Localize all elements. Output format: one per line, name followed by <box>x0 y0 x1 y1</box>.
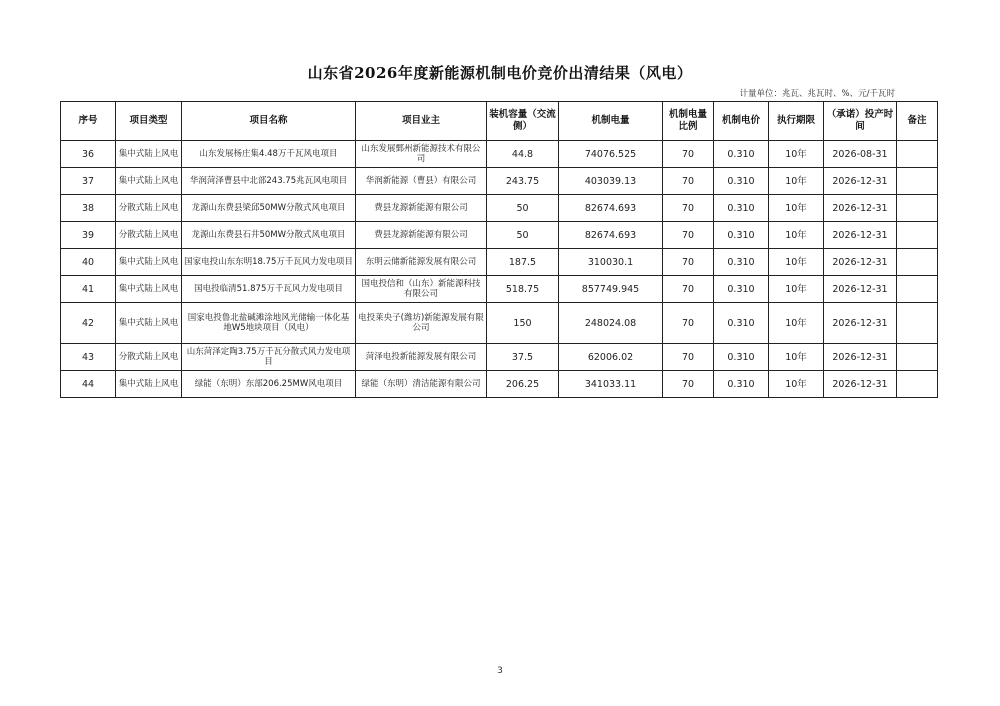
cell-seq: 44 <box>61 371 116 398</box>
cell-owner: 东明云储新能源发展有限公司 <box>356 249 487 276</box>
cell-ratio: 70 <box>663 276 714 303</box>
cell-period: 10年 <box>769 141 824 168</box>
cell-period: 10年 <box>769 303 824 344</box>
cell-remark <box>897 249 938 276</box>
cell-seq: 42 <box>61 303 116 344</box>
cell-type: 集中式陆上风电 <box>116 168 182 195</box>
cell-price: 0.310 <box>714 222 769 249</box>
unit-note: 计量单位：兆瓦、兆瓦时、%、元/千瓦时 <box>739 89 895 99</box>
cell-name: 山东菏泽定陶3.75万千瓦分散式风力发电项目 <box>182 344 356 371</box>
cell-remark <box>897 303 938 344</box>
cell-ratio: 70 <box>663 344 714 371</box>
cell-remark <box>897 222 938 249</box>
cell-period: 10年 <box>769 195 824 222</box>
cell-type: 分散式陆上风电 <box>116 195 182 222</box>
cell-period: 10年 <box>769 371 824 398</box>
header-ratio: 机制电量比例 <box>663 102 714 141</box>
cell-owner: 费县龙源新能源有限公司 <box>356 222 487 249</box>
cell-name: 龙源山东费县梁邱50MW分散式风电项目 <box>182 195 356 222</box>
header-period: 执行期限 <box>769 102 824 141</box>
cell-commission: 2026-12-31 <box>824 249 897 276</box>
cell-energy: 82674.693 <box>559 195 663 222</box>
cell-type: 集中式陆上风电 <box>116 276 182 303</box>
header-energy: 机制电量 <box>559 102 663 141</box>
cell-remark <box>897 195 938 222</box>
header-row <box>61 102 938 141</box>
cell-seq: 37 <box>61 168 116 195</box>
header-capacity: 装机容量（交流侧） <box>487 102 559 141</box>
cell-owner: 山东发展鄄州新能源技术有限公司 <box>356 141 487 168</box>
cell-name: 绿能（东明）东部206.25MW风电项目 <box>182 371 356 398</box>
cell-energy: 62006.02 <box>559 344 663 371</box>
cell-seq: 40 <box>61 249 116 276</box>
cell-seq: 43 <box>61 344 116 371</box>
cell-type: 分散式陆上风电 <box>116 344 182 371</box>
cell-owner: 菏泽电投新能源发展有限公司 <box>356 344 487 371</box>
cell-ratio: 70 <box>663 195 714 222</box>
cell-seq: 36 <box>61 141 116 168</box>
cell-ratio: 70 <box>663 303 714 344</box>
header-type: 项目类型 <box>116 102 182 141</box>
header-remark: 备注 <box>897 102 938 141</box>
cell-type: 集中式陆上风电 <box>116 141 182 168</box>
cell-period: 10年 <box>769 168 824 195</box>
cell-ratio: 70 <box>663 249 714 276</box>
cell-type: 分散式陆上风电 <box>116 222 182 249</box>
cell-name: 华润菏泽曹县中北部243.75兆瓦风电项目 <box>182 168 356 195</box>
table-row <box>61 222 938 249</box>
table-row <box>61 249 938 276</box>
cell-seq: 41 <box>61 276 116 303</box>
header-name: 项目名称 <box>182 102 356 141</box>
cell-owner: 电投莱央子(潍坊)新能源发展有限公司 <box>356 303 487 344</box>
cell-commission: 2026-12-31 <box>824 168 897 195</box>
table-row <box>61 303 938 344</box>
cell-commission: 2026-12-31 <box>824 276 897 303</box>
cell-price: 0.310 <box>714 141 769 168</box>
cell-commission: 2026-12-31 <box>824 371 897 398</box>
cell-capacity: 150 <box>487 303 559 344</box>
cell-period: 10年 <box>769 344 824 371</box>
cell-capacity: 518.75 <box>487 276 559 303</box>
cell-ratio: 70 <box>663 222 714 249</box>
cell-capacity: 50 <box>487 195 559 222</box>
cell-energy: 74076.525 <box>559 141 663 168</box>
table-row <box>61 371 938 398</box>
table-row <box>61 195 938 222</box>
cell-capacity: 44.8 <box>487 141 559 168</box>
cell-price: 0.310 <box>714 344 769 371</box>
cell-energy: 82674.693 <box>559 222 663 249</box>
cell-owner: 华润新能源（曹县）有限公司 <box>356 168 487 195</box>
cell-seq: 38 <box>61 195 116 222</box>
cell-period: 10年 <box>769 276 824 303</box>
table-body <box>61 141 938 398</box>
table-row <box>61 141 938 168</box>
cell-type: 集中式陆上风电 <box>116 371 182 398</box>
table-row <box>61 344 938 371</box>
cell-price: 0.310 <box>714 371 769 398</box>
cell-capacity: 37.5 <box>487 344 559 371</box>
cell-name: 龙源山东费县石井50MW分散式风电项目 <box>182 222 356 249</box>
cell-owner: 国电投信和（山东）新能源科技有限公司 <box>356 276 487 303</box>
cell-capacity: 50 <box>487 222 559 249</box>
cell-capacity: 187.5 <box>487 249 559 276</box>
cell-price: 0.310 <box>714 276 769 303</box>
cell-commission: 2026-12-31 <box>824 222 897 249</box>
cell-owner: 绿能（东明）清洁能源有限公司 <box>356 371 487 398</box>
cell-commission: 2026-08-31 <box>824 141 897 168</box>
cell-energy: 248024.08 <box>559 303 663 344</box>
cell-type: 集中式陆上风电 <box>116 249 182 276</box>
header-seq: 序号 <box>61 102 116 141</box>
page-number: 3 <box>497 666 503 676</box>
document-title: 山东省2026年度新能源机制电价竞价出清结果（风电） <box>307 64 693 82</box>
cell-commission: 2026-12-31 <box>824 195 897 222</box>
cell-price: 0.310 <box>714 168 769 195</box>
cell-price: 0.310 <box>714 249 769 276</box>
cell-seq: 39 <box>61 222 116 249</box>
header-commission: （承诺）投产时间 <box>824 102 897 141</box>
cell-commission: 2026-12-31 <box>824 344 897 371</box>
cell-energy: 310030.1 <box>559 249 663 276</box>
header-price: 机制电价 <box>714 102 769 141</box>
cell-ratio: 70 <box>663 371 714 398</box>
cell-capacity: 206.25 <box>487 371 559 398</box>
cell-energy: 403039.13 <box>559 168 663 195</box>
cell-ratio: 70 <box>663 141 714 168</box>
cell-name: 山东发展杨庄集4.48万千瓦风电项目 <box>182 141 356 168</box>
cell-remark <box>897 344 938 371</box>
results-table <box>60 101 938 398</box>
cell-energy: 341033.11 <box>559 371 663 398</box>
cell-owner: 费县龙源新能源有限公司 <box>356 195 487 222</box>
cell-name: 国家电投山东东明18.75万千瓦风力发电项目 <box>182 249 356 276</box>
cell-price: 0.310 <box>714 195 769 222</box>
cell-commission: 2026-12-31 <box>824 303 897 344</box>
cell-remark <box>897 371 938 398</box>
header-owner: 项目业主 <box>356 102 487 141</box>
cell-remark <box>897 276 938 303</box>
table-row <box>61 168 938 195</box>
cell-name: 国家电投鲁北盐碱滩涂地风光储输一体化基地W5地块项目（风电） <box>182 303 356 344</box>
cell-ratio: 70 <box>663 168 714 195</box>
cell-type: 集中式陆上风电 <box>116 303 182 344</box>
cell-remark <box>897 168 938 195</box>
cell-energy: 857749.945 <box>559 276 663 303</box>
cell-remark <box>897 141 938 168</box>
cell-capacity: 243.75 <box>487 168 559 195</box>
cell-period: 10年 <box>769 249 824 276</box>
cell-name: 国电投临清51.875万千瓦风力发电项目 <box>182 276 356 303</box>
table-row <box>61 276 938 303</box>
cell-period: 10年 <box>769 222 824 249</box>
cell-price: 0.310 <box>714 303 769 344</box>
